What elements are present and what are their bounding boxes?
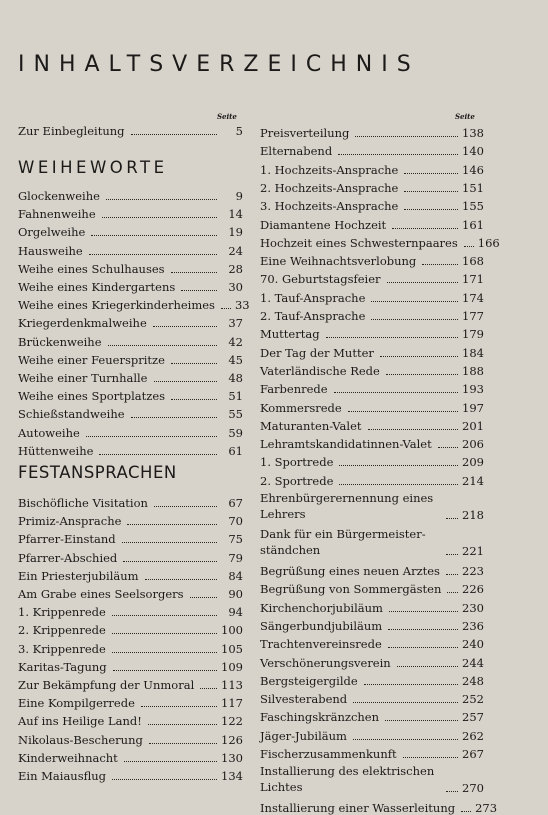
- entry-label: 1. Krippenrede: [18, 605, 106, 620]
- toc-entry: [260, 195, 484, 213]
- toc-entry: [18, 276, 243, 294]
- leader-dots: [371, 319, 458, 320]
- entry-page: 5: [235, 124, 243, 138]
- leader-dots: [338, 154, 458, 155]
- leader-dots: [113, 670, 217, 671]
- entry-label: Bergsteigergilde: [260, 673, 358, 688]
- leader-dots: [446, 518, 458, 519]
- entry-label: Hausweihe: [18, 243, 83, 258]
- entry-page: 223: [462, 564, 484, 578]
- toc-entry: [260, 743, 484, 761]
- leader-dots: [221, 308, 231, 309]
- leader-dots: [397, 666, 458, 667]
- entry-label: 1. Hochzeits-Ansprache: [260, 162, 399, 177]
- toc-entry: [260, 268, 484, 286]
- leader-dots: [148, 724, 217, 725]
- entry-label: Weihe eines Sportplatzes: [18, 389, 166, 404]
- toc-entry: [260, 578, 484, 596]
- leader-dots: [385, 720, 458, 721]
- leader-dots: [171, 272, 217, 273]
- leader-dots: [141, 706, 217, 707]
- entry-page: 100: [221, 623, 243, 638]
- entry-page: 146: [462, 162, 484, 177]
- toc-entry: [18, 656, 243, 674]
- entry-label: Faschingskränzchen: [260, 710, 379, 725]
- entry-page: 168: [462, 254, 484, 269]
- entry-label: Eine Weihnachtsverlobung: [260, 254, 417, 269]
- entry-label: Fahnenweihe: [18, 207, 96, 222]
- toc-entry: [260, 688, 484, 706]
- entry-page: 105: [221, 641, 243, 656]
- entry-label: Installierung des elektrischen Lichtes: [260, 764, 435, 795]
- entry-label: Maturanten-Valet: [260, 418, 362, 433]
- entry-page: 79: [228, 550, 243, 565]
- leader-dots: [404, 173, 458, 174]
- toc-entry: [18, 312, 243, 330]
- entry-page: 67: [228, 496, 243, 510]
- entry-page: 270: [462, 781, 484, 796]
- leader-dots: [422, 264, 458, 265]
- leader-dots: [106, 199, 217, 200]
- entry-page: 61: [228, 443, 243, 458]
- entry-page: 84: [228, 568, 243, 583]
- entry-label: Zur Einbegleitung: [18, 124, 125, 138]
- leader-dots: [464, 246, 474, 247]
- leader-dots: [145, 579, 217, 580]
- leader-dots: [380, 356, 458, 357]
- entry-page: 230: [462, 600, 484, 615]
- leader-dots: [112, 633, 217, 634]
- entry-label: Verschönerungsverein: [260, 655, 391, 670]
- entry-page: 19: [228, 225, 243, 240]
- entry-page: 138: [462, 126, 484, 140]
- leader-dots: [154, 381, 218, 382]
- entry-page: 209: [462, 455, 484, 470]
- entry-page: 126: [221, 732, 243, 747]
- leader-dots: [404, 191, 458, 192]
- leader-dots: [386, 374, 458, 375]
- entry-page: 161: [462, 217, 484, 232]
- leader-dots: [446, 574, 458, 575]
- entry-label: 2. Hochzeits-Ansprache: [260, 180, 399, 195]
- leader-dots: [355, 136, 458, 137]
- leader-dots: [389, 611, 458, 612]
- leader-dots: [446, 554, 458, 555]
- entry-label: Begrüßung eines neuen Arztes: [260, 564, 440, 578]
- entry-page: 48: [228, 371, 243, 385]
- entry-page: 28: [228, 261, 243, 276]
- toc-entry-intro: [18, 120, 243, 138]
- leader-dots: [102, 217, 217, 218]
- toc-entry: [18, 510, 243, 528]
- leader-dots: [127, 524, 217, 525]
- leader-dots: [89, 254, 217, 255]
- entry-label: Kinderweihnacht: [18, 750, 118, 765]
- entry-label: Nikolaus-Bescherung: [18, 732, 143, 747]
- entry-label: Karitas-Tagung: [18, 659, 107, 674]
- leader-dots: [388, 647, 458, 648]
- entry-label: 3. Krippenrede: [18, 641, 106, 656]
- leader-dots: [190, 597, 217, 598]
- toc-entry: [18, 185, 243, 203]
- toc-entry: [18, 440, 243, 458]
- entry-label: Installierung einer Wasserleitung: [260, 801, 456, 815]
- entry-page: 14: [228, 207, 243, 222]
- leader-dots: [404, 209, 458, 210]
- entry-label: Ehrenbürgerernennung eines Lehrers: [260, 491, 434, 521]
- entry-page: 179: [462, 327, 484, 342]
- leader-dots: [348, 411, 458, 412]
- entry-page: 70: [228, 514, 243, 529]
- toc-entry: [18, 203, 243, 221]
- toc-entry: [260, 451, 484, 469]
- toc-entry: [18, 565, 243, 583]
- toc-entry: [18, 710, 243, 728]
- entry-page: 174: [462, 290, 484, 305]
- entry-page: 248: [462, 673, 484, 688]
- entry-label: Schießstandweihe: [18, 407, 125, 422]
- entry-label: Ein Maiausflug: [18, 769, 107, 783]
- leader-dots: [403, 757, 458, 758]
- leader-dots: [368, 429, 458, 430]
- toc-entry: [18, 492, 243, 510]
- toc-entry: [260, 488, 484, 522]
- entry-page: 109: [221, 659, 243, 674]
- entry-page: 37: [228, 316, 243, 331]
- entry-page: 240: [462, 637, 484, 652]
- entry-label: Am Grabe eines Seelsorgers: [18, 587, 184, 601]
- leader-dots: [181, 290, 217, 291]
- toc-entry: [18, 349, 243, 367]
- entry-label: Diamantene Hochzeit: [260, 217, 387, 232]
- entry-label: 70. Geburtstagsfeier: [260, 272, 381, 287]
- toc-entry: [260, 323, 484, 341]
- leader-dots: [171, 399, 217, 400]
- section-heading-weiheworte: WEIHEWORTE: [18, 158, 168, 177]
- entry-label: Dank für ein Bürgermeister-ständchen: [260, 527, 426, 557]
- entry-page: 221: [462, 544, 484, 558]
- toc-entry: [18, 331, 243, 349]
- leader-dots: [86, 436, 217, 437]
- entry-label: 1. Sportrede: [260, 455, 334, 470]
- section-heading-festansprachen: FESTANSPRACHEN: [18, 463, 177, 482]
- toc-entry: [18, 294, 250, 313]
- toc-entry: [260, 287, 484, 305]
- toc-entry: [18, 601, 243, 619]
- leader-dots: [153, 326, 217, 327]
- leader-dots: [447, 592, 458, 593]
- toc-entry: [18, 528, 243, 546]
- leader-dots: [371, 301, 458, 302]
- entry-page: 33: [234, 298, 250, 313]
- entry-label: Weihe eines Kriegerkinderheimes: [18, 298, 215, 313]
- toc-entry: [18, 619, 243, 637]
- toc-entry: [260, 232, 500, 250]
- entry-page: 90: [228, 587, 243, 601]
- toc-entry: [260, 342, 484, 360]
- entry-page: 273: [475, 801, 498, 815]
- toc-entry: [18, 638, 243, 656]
- leader-dots: [122, 542, 217, 543]
- entry-page: 151: [462, 180, 484, 195]
- entry-page: 236: [462, 618, 484, 633]
- toc-entry: [260, 524, 484, 558]
- leader-dots: [112, 779, 217, 780]
- entry-page: 122: [221, 714, 243, 729]
- toc-entry: [18, 765, 243, 783]
- entry-page: 113: [221, 678, 243, 692]
- entry-label: Trachtenvereinsrede: [260, 637, 382, 652]
- toc-entry: [18, 385, 243, 403]
- entry-page: 214: [462, 473, 484, 488]
- entry-label: Pfarrer-Abschied: [18, 550, 118, 565]
- toc-entry: [260, 159, 484, 177]
- entry-label: Lehramtskandidatinnen-Valet: [260, 437, 432, 452]
- entry-label: Auf ins Heilige Land!: [18, 714, 142, 729]
- toc-entry: [18, 240, 243, 258]
- leader-dots: [91, 235, 217, 236]
- entry-label: Primiz-Ansprache: [18, 514, 122, 529]
- entry-label: Zur Bekämpfung der Unmoral: [18, 678, 195, 692]
- leader-dots: [171, 363, 217, 364]
- entry-label: Muttertag: [260, 327, 320, 342]
- leader-dots: [446, 791, 458, 792]
- toc-entry: [18, 674, 243, 692]
- entry-page: 171: [462, 272, 484, 287]
- leader-dots: [124, 761, 217, 762]
- leader-dots: [200, 688, 217, 689]
- toc-entry: [260, 633, 484, 651]
- leader-dots: [123, 561, 217, 562]
- seite-label-right: Seite: [455, 112, 475, 121]
- toc-entry: [260, 652, 484, 670]
- leader-dots: [353, 702, 458, 703]
- page-title: INHALTSVERZEICHNIS: [18, 52, 420, 77]
- entry-label: 3. Hochzeits-Ansprache: [260, 199, 399, 214]
- toc-entry: [260, 122, 484, 140]
- entry-label: Vaterländische Rede: [260, 363, 380, 378]
- leader-dots: [334, 392, 458, 393]
- toc-entry: [18, 221, 243, 239]
- leader-dots: [131, 417, 217, 418]
- entry-page: 51: [228, 389, 243, 404]
- entry-page: 197: [462, 400, 484, 415]
- entry-label: Preisverteilung: [260, 126, 350, 140]
- entry-label: Kirchenchorjubiläum: [260, 600, 383, 615]
- entry-label: 2. Tauf-Ansprache: [260, 309, 366, 323]
- entry-label: Weihe einer Turnhalle: [18, 371, 148, 385]
- entry-label: Kommersrede: [260, 400, 342, 415]
- entry-label: Hochzeit eines Schwesternpaares: [260, 235, 458, 250]
- entry-page: 75: [228, 532, 243, 547]
- entry-label: Farbenrede: [260, 382, 328, 397]
- toc-entry: [260, 250, 484, 268]
- entry-page: 59: [228, 425, 243, 440]
- leader-dots: [326, 337, 458, 338]
- entry-label: Orgelweihe: [18, 225, 86, 240]
- entry-label: 2. Sportrede: [260, 473, 334, 488]
- toc-entry: [260, 560, 484, 578]
- toc-entry: [260, 140, 484, 158]
- entry-page: 267: [462, 747, 484, 761]
- leader-dots: [154, 506, 217, 507]
- toc-entry: [18, 367, 243, 385]
- entry-page: 201: [462, 418, 484, 433]
- toc-entry: [260, 177, 484, 195]
- entry-page: 177: [462, 309, 484, 323]
- entry-page: 42: [228, 334, 243, 349]
- toc-entry: [260, 725, 484, 743]
- toc-entry: [260, 214, 484, 232]
- toc-entry: [18, 258, 243, 276]
- toc-entry: [260, 761, 484, 795]
- toc-entry: [260, 305, 484, 323]
- entry-label: Sängerbundjubiläum: [260, 618, 383, 633]
- leader-dots: [99, 454, 217, 455]
- leader-dots: [112, 615, 217, 616]
- entry-page: 166: [477, 235, 500, 250]
- entry-page: 257: [462, 710, 484, 725]
- entry-page: 184: [462, 345, 484, 360]
- entry-label: Jäger-Jubiläum: [260, 728, 347, 743]
- entry-page: 134: [221, 769, 243, 783]
- entry-page: 9: [235, 189, 243, 203]
- entry-page: 30: [228, 280, 243, 294]
- entry-label: Brückenweihe: [18, 334, 102, 349]
- toc-entry: [18, 403, 243, 421]
- seite-label-left: Seite: [217, 112, 237, 121]
- toc-entry: [260, 433, 484, 451]
- leader-dots: [438, 447, 458, 448]
- leader-dots: [388, 629, 458, 630]
- entry-label: Der Tag der Mutter: [260, 345, 374, 360]
- leader-dots: [339, 465, 458, 466]
- entry-page: 262: [462, 728, 484, 743]
- entry-label: Eine Kompilgerrede: [18, 696, 135, 711]
- entry-label: 1. Tauf-Ansprache: [260, 290, 366, 305]
- entry-page: 24: [228, 243, 243, 258]
- toc-entry: [260, 706, 484, 724]
- entry-label: Fischerzusammenkunft: [260, 747, 397, 761]
- entry-label: 2. Krippenrede: [18, 623, 106, 638]
- leader-dots: [339, 484, 458, 485]
- entry-label: Weihe eines Kindergartens: [18, 280, 176, 294]
- right-column: [260, 0, 500, 815]
- entry-page: 117: [221, 696, 243, 711]
- leader-dots: [392, 228, 458, 229]
- toc-entry: [260, 360, 484, 378]
- entry-label: Glockenweihe: [18, 189, 100, 203]
- toc-entry: [18, 729, 243, 747]
- toc-entry: [260, 670, 484, 688]
- entry-page: 193: [462, 382, 484, 397]
- leader-dots: [149, 743, 217, 744]
- entry-page: 244: [462, 655, 484, 670]
- entry-page: 94: [228, 605, 243, 620]
- entry-label: Bischöfliche Visitation: [18, 496, 148, 510]
- toc-entry: [18, 547, 243, 565]
- toc-entry: [260, 470, 484, 488]
- toc-entry: [260, 597, 484, 615]
- entry-label: Elternabend: [260, 144, 333, 159]
- leader-dots: [353, 739, 458, 740]
- leader-dots: [461, 811, 471, 812]
- toc-entry: [18, 422, 243, 440]
- entry-page: 226: [462, 582, 484, 597]
- toc-entry: [260, 615, 484, 633]
- toc-entry: [18, 692, 243, 710]
- toc-entry: [260, 378, 484, 396]
- toc-entry: [260, 415, 484, 433]
- leader-dots: [108, 345, 217, 346]
- entry-page: 218: [462, 508, 484, 522]
- entry-page: 206: [462, 437, 484, 452]
- toc-entry: [260, 397, 484, 415]
- leader-dots: [387, 282, 458, 283]
- entry-label: Kriegerdenkmalweihe: [18, 316, 147, 331]
- entry-label: Begrüßung von Sommergästen: [260, 582, 442, 597]
- entry-label: Hüttenweihe: [18, 443, 94, 458]
- leader-dots: [131, 134, 217, 135]
- toc-entry: [18, 747, 243, 765]
- entry-label: Pfarrer-Einstand: [18, 532, 116, 547]
- entry-page: 45: [228, 352, 243, 367]
- entry-page: 55: [228, 407, 243, 422]
- entry-page: 140: [462, 144, 484, 159]
- leader-dots: [364, 684, 458, 685]
- entry-label: Ein Priesterjubiläum: [18, 568, 139, 583]
- entry-label: Weihe eines Schulhauses: [18, 261, 165, 276]
- entry-page: 155: [462, 199, 484, 214]
- toc-entry: [18, 583, 243, 601]
- entry-page: 130: [221, 750, 243, 765]
- entry-label: Autoweihe: [18, 425, 80, 440]
- entry-label: Weihe einer Feuerspritze: [18, 352, 165, 367]
- entry-label: Silvesterabend: [260, 692, 348, 707]
- entry-page: 252: [462, 692, 484, 707]
- entry-page: 188: [462, 363, 484, 378]
- leader-dots: [112, 652, 217, 653]
- left-column: [18, 0, 250, 800]
